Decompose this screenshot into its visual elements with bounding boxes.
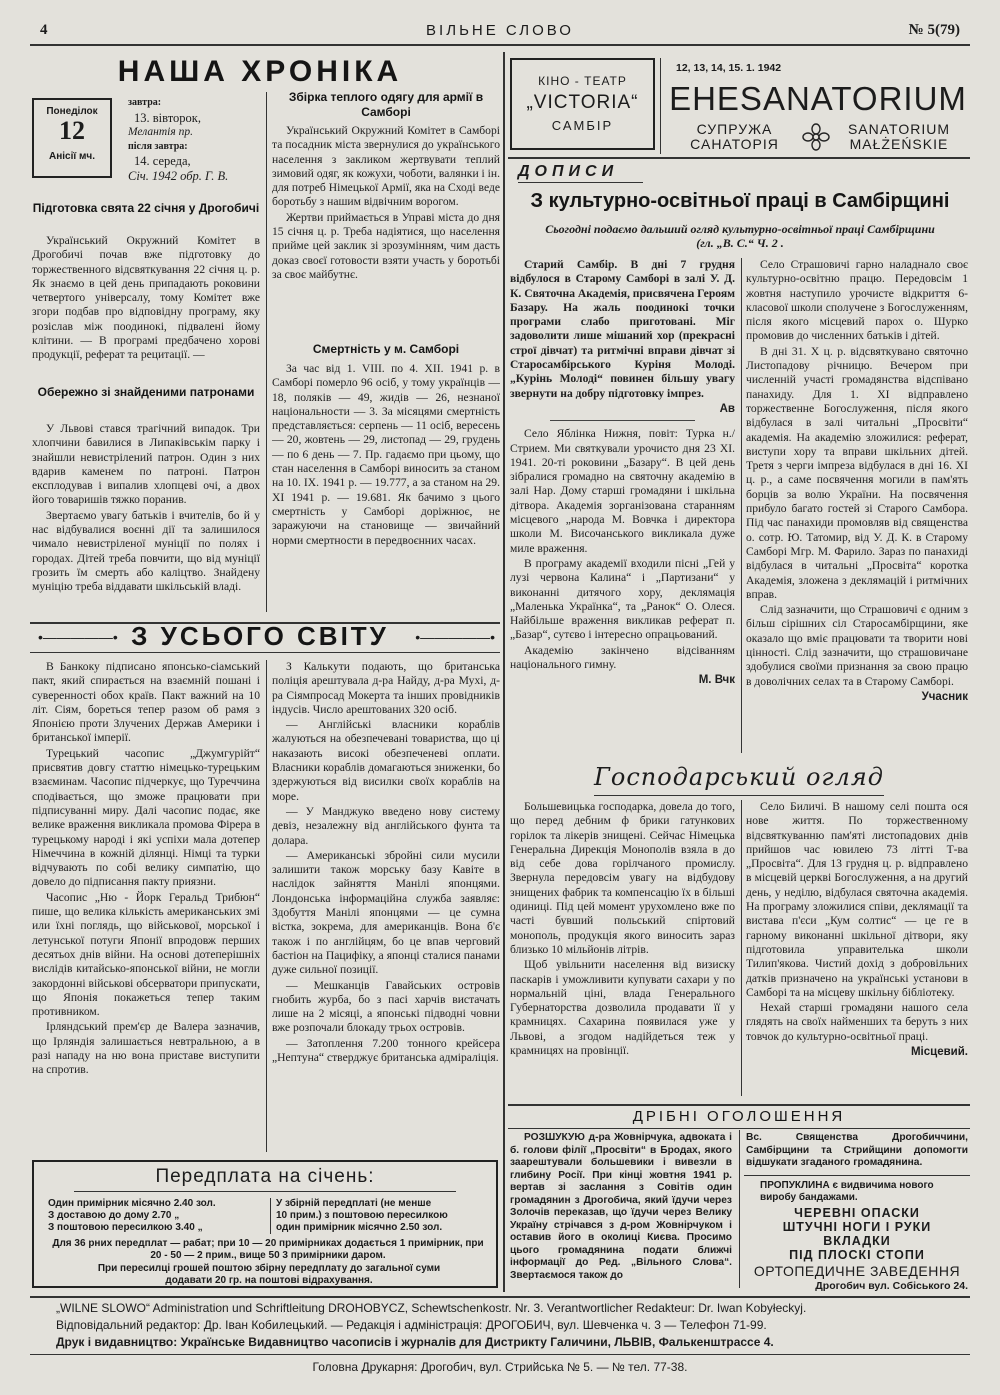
signature: Ав — [719, 402, 735, 415]
small-ads-title: ДРІБНІ ОГОЛОШЕННЯ — [632, 1108, 846, 1125]
story-heading: Збірка теплого одягу для армії в Самборі — [288, 90, 484, 119]
footer-line-3: Друк і видавництво: Українське Видавництво часописів і журналів для Дистрикту Галичини, ЛЬВІВ, Фалькенштрассе 4. — [56, 1335, 774, 1349]
paragraph: Український Окружний Комітет в Самборі та посадник міста звернулися до українського населення з закликом жертвувати теплий зимовий одяг, як кожухи, чоботи, валянки і ін. для потреб Німецької Армії, яка на Сході веде боротьбу з нашим відвічним ворогом. — [272, 124, 500, 209]
paragraph: У Львові стався трагічний випадок. Три хлопчини бавилися в Липаківськім парку і знайшли невистрілений патрон. Один з них вдарив каменем по патроні. Патрон експлодував і випалив хлопцеві очі, а двох його товаришів тяжко поранив. — [32, 422, 260, 507]
dopysy-title: З культурно-освітньої праці в Самбірщині — [530, 190, 950, 212]
paragraph: — Мешканців Гавайських островів гнобить журба, бо з пасі харчів вистачать лише на 2 місяці, а японські підводні човни вже розпочали блокаду трьох островів. — [272, 978, 500, 1035]
next-days-line: 13. вівторок, — [134, 110, 201, 125]
dopysy-intro: Сьогодні подаємо дальший огляд культурно-освітньої праці Самбірщини (гл. „В. С.“ Ч. 2 . — [545, 222, 935, 250]
dopysy-label: ДОПИСИ — [518, 163, 619, 180]
page-number: 4 — [40, 22, 48, 38]
calendar-day: 12 — [59, 116, 85, 145]
paragraph: За час від 1. VIII. по 4. XII. 1941 р. в Самборі померло 96 осіб, у тому українців — 18, поляків — 49, жидів — 26, незнаної національности — 3. За місяцями смертність представляється: серпень — 11 осіб, вересень — 20, жовтень — 29, листопад — 29, грудень — по 6 день — 7. Пр. гадаємо при цьому, що стан населення в Самборі виносить за станом на 10. IX. 1941 р. — 19.777, а за станом на 29. XI 1941 р. — 19.681. Як бачимо з цього смертність у Самборі доріжнює, не заражуючи на становище — звичайний норми смертности в передвоєнних часах. — [272, 362, 500, 547]
paragraph: Старий Самбір. В дні 7 грудня відбулося в Старому Самборі в залі У. Д. К. Святочна Академія, присвячена Героям Базару. На жаль поодинокі точки програми слабо приготовані. Міг задоволити лише мішаний хор (прекрасні строї дівчат) та ритмічні вправи дівчат зі Старосамбірського Куріня Молоді. „Курінь Молоді“ повинен більшу увагу звернути на добру підготовку імпрез. — [510, 258, 735, 400]
paragraph: Слід зазначити, що Страшовичі є одним з більш сірішних сіл Старосамбірщини, яке оказало що вміє працювати та творити нові цінності. Слід зазначити, що страшовичане здобулися своїми признання за свою працю в доволічних селах та в Старому Самборі. — [746, 603, 968, 688]
cinema-city: САМБІР — [551, 118, 614, 133]
next-days-line: Мелантія пр. — [128, 126, 193, 138]
flower-icon — [801, 122, 831, 152]
economy-column-2 — [746, 800, 968, 1100]
cinema-ad — [510, 58, 655, 150]
paragraph: — У Манджуко введено нову систему девіз, незалежну від англійського фунта та долара. — [272, 804, 500, 847]
paragraph: Академію закінчено відсіванням національного гимну. — [510, 643, 735, 672]
ad-search — [510, 1132, 732, 1288]
paragraph: — Американські збройні сили мусили залишити також морську базу Кавіте в наслідок зайняття Манілі японцями. Лондонська інформаційна служба заявляє: Здобуття Манілі японцями — це сумна вістка, зокрема, для американців. Вона б'є також і по англійцям, бо це впав черговий бастіон на Пацифіку, а японці сталися панами дуже сильної позиції. — [272, 848, 500, 977]
section-rule — [503, 52, 505, 1292]
next-days-line: після завтра: — [128, 140, 188, 152]
paragraph: В програму академії входили пісні „Гей у лузі червона Калина“ і „Партизани“ у виконанні дитячого хору, деклямація „Маленька Українка“, та „Ранок“ О. Олеся. Найбільше враження викликав реферат п. „Базар“, сутєво і інтересно опрацьований. — [510, 556, 735, 642]
footer-line-1: „WILNE SLOWO“ Administration und Schriftleitung DROHOBYCZ, Schewtschenkostr. Nr. 3. Verantwortlicher Redakteur: Dr. Iwan Kobyłeckyj. — [56, 1301, 807, 1315]
paragraph: Турецький часопис „Джумгурійт“ присвятив довгу статтю німецько-турецьким взаєминам. Часопис підчеркує, що Туреччина сподівається, що зможе працювати при підписуванні миру. Далі часопис подає, яке велике враження викликала промова Фірера в турецькому народі і які успіхи мала дотепер Німеччина в кожній ділянці. Німці та турки відчувають по собі велику симпатію, що довело до підписання пакту приязни. — [32, 746, 260, 889]
dopysy-column-1 — [510, 258, 735, 756]
column-rule — [266, 92, 267, 612]
subscription-title: Передплата на січень: — [74, 1166, 456, 1192]
subscription-discount: Для 36 рних передплат — рабат; при 10 — 20 примірниках додається 1 примірник, при 20 - 50 — 2 прим., вище 50 3 примірники даром. — [52, 1238, 484, 1261]
ad-search-cont: Вс. Священства Дрогобиччини, Самбірщини та Стрийщини допомогти відшукати згаданого громадянина. — [746, 1132, 968, 1168]
paragraph: Український Окружний Комітет в Дрогобичі почав вже підготовку до торжественного відсвяткування 22 січня ц. р. Як знаємо в цей день припадають роковини четвертого універсалу, тому Комітет вже згори подбав про відповідну програму, яку розіслав між поодинокі, підвалені йому клітини. — В програмі предбачено хорові продукції, реферат та рецитації. — — [32, 234, 260, 362]
dopysy-column-2 — [746, 258, 968, 756]
chronicle-title: НАША ХРОНІКА — [117, 55, 403, 88]
ad-orthopedic-address: Дрогобич вул. Собіського 24. — [815, 1280, 968, 1292]
cinema-label: КІНО - ТЕАТР — [538, 74, 627, 88]
paragraph: З Калькути подають, що британська поліція арештувала д-ра Найду, д-ра Мухі, д-ра Сіямпросад Мокерта та інших провідників індусів. Число арештованих 320 осіб. — [272, 660, 500, 716]
subscription-right: У збірній передплаті (не менше 10 прим.) з поштовою пересилкою один примірник місячно 2.50 зол. — [276, 1198, 448, 1233]
paragraph: Щоб увільнити населення від визиску паскарів і уможливити купувати сахари у по нормальній ціні, влада Генерального Губернаторства дозволила продавати її у крамницях. Сахарина появилася уже у Львові, а згодом надійдеться теж у крамницях на провінції. — [510, 958, 735, 1058]
paragraph: Село Биличі. В нашому селі пошта ося нове життя. По торжественному відсвяткуванню пам'яті листопадових днів прийшов час ювилею 73 літті Т-ва „Просвіта“. Для 13 грудня ц. р. відправлено в місцевій церкві Богослуження, а на другий день, у неділю, відбулася святочна академія. На програму зложилися співи, деклямації та вистава п'єси „Кум солтис“ — це ге в гарному виконанні шкільної дітвори, яку підготовила управителька школи Тилип'якова. Чистий дохід з добровільних датків призначено на українські установи в Самборі та на місцеву шкільну бібліотеку. — [746, 800, 968, 999]
paragraph: Село Яблінка Нижня, повіт: Турка н./Стрием. Ми святкували урочисто дня 23 XI. 1941. 20-ті роковини „Базару“. В цей день зібралися громадно на святочну академію в залі Нар. Дому старші громадяни і шкільна дітвора. Академія зорганізована старанням місцевого „народа М. Вовчка і директора школи М. Височанського викликала дуже миле враження. — [510, 427, 735, 555]
paragraph: — Затоплення 7.200 тонного крейсера „Нептуна“ стверджує британська адміраліція. — [272, 1036, 500, 1065]
next-days-line: завтра: — [128, 97, 162, 108]
paragraph: — Англійські власники кораблів жалуються на обезпечевані товариства, що ці наказають високі обезпеченеві оплати. Власники кораблів домагаються зниженки, бо здержуються від висилки своїх кораблів на море. — [272, 718, 500, 803]
header-rule — [30, 44, 970, 46]
world-rule-bottom — [30, 652, 500, 653]
ad-orthopedic-lines: ЧЕРЕВНІ ОПАСКИ ШТУЧНІ НОГИ І РУКИ ВКЛАДКИ ПІД ПЛОСКІ СТОПИ — [782, 1206, 932, 1262]
paragraph: Большевицька господарка, довела до того, що перед дебним ф брики гатункових горілок та лікерів знищені. Сейчас Німецька Генеральна Дирекція Монополів взяла в до від себе дова горілчаного промислу. Звернула передовсім увагу на відбудову знищених фабрик та компенсацію їх в більші одиниці. Під цей момент урухомлено вже по часті бувший польський спіртовий монополь, продукція якого виносить зараз близько 10 мільйонів літрів. — [510, 800, 735, 956]
paragraph: Ірляндський прем'єр де Валера зазначив, що Ірляндія залишається невтральною, а в разі нападу на ню вона приставе виступити на спротив. — [32, 1020, 260, 1077]
paragraph: Нехай старші громадяни нашого села глядять на своїх найменших та беруть з них товчок до культурно-освітньої праці. — [746, 1001, 968, 1043]
paragraph: В дні 31. X ц. р. відсвяткувано святочно Листопадову річницю. Вечером при численній участі громадянства відспівано панахиду. Для 1. XI відправлено торжественне Богослуження, після якого відбулася в залі читальні „Просвіти“ академія. На академію зложилися: реферат, виступи хору та вправи шкільних дітей. Третя з черги імпреза відбулася в дні 16. XI ц. р., а саме посвячення могили в пам'ять борців за волю України. На посвячення прибуло багато гостей зі Старого Самбора. Під час панахиди промовляв від священства о. сотр. Ю. Татомир, від У. Д. К. в Старому Самборі Мгр. М. Фарило. Зараз по панахиді відбулася в читальні „Просвіта“ коротка Академія, зложена з деклямацій і ритмічних вправ. — [746, 344, 968, 601]
paragraph: РОЗШУКУЮ д-ра Жовнірчука, адвоката і б. голови філії „Просвіти“ в Бродах, якого заарештували большевики і вивезли в глибину Росії. При кінці жовтня 1941 р. вертав зі заслання з Совітів один громадянин з Дрогобича, який їдучи через Золочів переказав, що їдучи через Велику Україну стрічався з д-ром Жовнірчуком і оставив його в околиці Києва. Просимо цього громадянина подати ближчі інформації до Ред. „Вільного Слова“. Звертаємося також до — [510, 1132, 732, 1281]
column-rule — [741, 800, 742, 1096]
world-column-1 — [32, 660, 260, 1155]
story-text — [272, 362, 500, 616]
ad-rule — [660, 58, 661, 154]
calendar-saint: Анісії мч. — [49, 151, 95, 162]
world-ornament-left: •—————• — [38, 629, 118, 645]
ad-orthopedic-name: ОРТОПЕДИЧНЕ ЗАВЕДЕННЯ — [753, 1263, 961, 1279]
ad-rule-bottom — [508, 157, 970, 159]
story-heading: Обережно зі знайденими патронами — [37, 385, 255, 399]
story-text — [272, 124, 500, 334]
paragraph: Часопис „Ню - Йорк Геральд Трибюн“ пише, що велика кількість американських змі или їхні поглядь, що військової, морської і летунської потуги Японії впродовж перших десятьох днів війни. На основі дотеперішніх вислідів китайсько-японської війни, не могли закордонні військові обсерватори припускати, що Японія покажеться тепер таким противником. — [32, 890, 260, 1019]
dopysy-underline — [518, 182, 643, 183]
cinema-name: „VICTORIA“ — [526, 92, 639, 113]
sanatorium-pl: SANATORIUM MAŁŻEŃSKIE — [847, 121, 951, 152]
economy-underline — [594, 795, 884, 796]
world-column-2 — [272, 660, 500, 1155]
paragraph: Жертви приймається в Управі міста до дня 15 січня ц. р. Треба надіятися, що населення прийме цей заклик зі зрозумінням, чим дасть доказ своєї готовости взяти участь у боротьбі за своє майбутнє. — [272, 210, 500, 281]
ad-orthopedic-intro: ПРОПУКЛИНА є видвичима нового виробу бандажами. — [760, 1180, 934, 1203]
footer-line-4: Головна Друкарня: Дрогобич, вул. Стрийська № 5. — № тел. 77-38. — [312, 1360, 688, 1374]
sanatorium-ua: СУПРУЖА САНАТОРІЯ — [690, 121, 779, 152]
ads-rule-2 — [508, 1128, 970, 1129]
story-text — [32, 234, 260, 369]
signature: Учасник — [921, 690, 968, 703]
subscription-divider — [270, 1198, 271, 1234]
paragraph: В Банкоку підписано японсько-сіамський пакт, який спирається на взаємній пошані і суверенності обох країв. Пакт важний на 10 літ. Сіям, бореться тепер разом об рамя з Японією проти Злучених Держав Америки і британської імперії. — [32, 660, 260, 745]
column-rule — [741, 258, 742, 753]
signature: М. Вчк — [698, 674, 735, 687]
footer-rule-2 — [30, 1354, 970, 1355]
next-days-line: 14. середа, — [134, 154, 191, 168]
world-title: З УСЬОГО СВІТУ — [131, 621, 389, 651]
next-days-line: Січ. 1942 обр. Г. В. — [128, 168, 229, 183]
subscription-box — [32, 1160, 498, 1288]
footer-line-2: Відповідальний редактор: Др. Іван Кобилецький. — Редакція і адміністрація: ДРОГОБИЧ, вул. Шевченка ч. 3 — Телефон 71-99. — [56, 1318, 767, 1332]
column-rule — [266, 660, 267, 1152]
sanatorium-name: EHESANATORIUM — [669, 80, 967, 117]
economy-column-1 — [510, 800, 735, 1120]
story-heading: Смертність у м. Самборі — [312, 342, 460, 356]
footer-rule — [30, 1296, 970, 1298]
column-rule — [739, 1130, 740, 1288]
paragraph: Село Страшовичі гарно наладнало своє культурно-освітню працю. Передовсім 1 жовтня наступило урочисте відкриття 6-класової школи сполучене з Богослуженням, після якого місцевий парох о. Шурко промовив до численних батьків і дітей. — [746, 258, 968, 343]
calendar-weekday: Понеділок — [46, 106, 98, 117]
economy-title: Господарський огляд — [594, 763, 884, 791]
subscription-note: При пересилці грошей поштою збірну передплату до загальної суми додавати 20 гр. на поштові відрахування. — [97, 1263, 441, 1286]
ads-rule — [508, 1104, 970, 1106]
sanatorium-dates: 12, 13, 14, 15. 1. 1942 — [676, 62, 782, 74]
next-days — [128, 96, 256, 183]
paragraph: Звертаємо увагу батьків і вчителів, бо й у нас відбувалися воєнні дії та залишилося чимало невистріленої муніції по полях і городах. Дітей треба повчити, що від муніції грозить їм смерть або каліцтво. Знайдену муніцію треба віддавати шкільській владі. — [32, 508, 260, 594]
signature: Місцевий. — [910, 1046, 968, 1059]
world-ornament-right: •—————• — [415, 629, 495, 645]
subscription-left: Один примірник місячно 2.40 зол. З доставою до дому 2.70 „ З поштовою пересилкою 3.40 „ — [48, 1198, 216, 1233]
story-heading: Підготовка свята 22 січня у Дрогобичі — [32, 201, 260, 215]
issue-number: № 5(79) — [908, 22, 960, 38]
calendar-box — [32, 98, 112, 178]
story-text — [32, 422, 260, 617]
ad-divider — [744, 1175, 970, 1176]
masthead-title: ВІЛЬНЕ СЛОВО — [426, 22, 574, 39]
